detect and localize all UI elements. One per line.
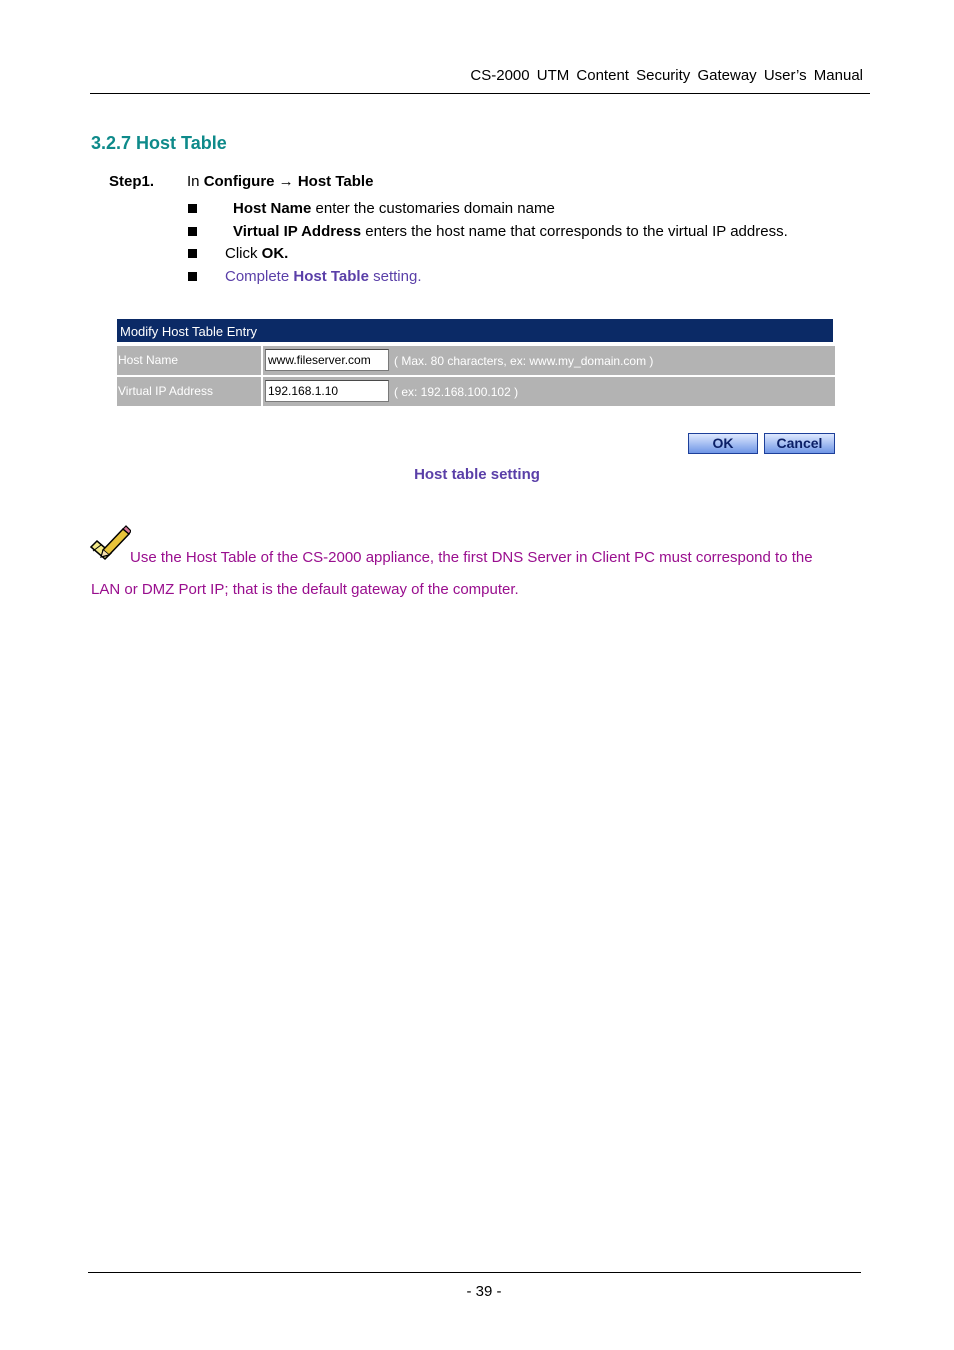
cancel-button[interactable]: Cancel	[764, 433, 835, 454]
bullet-icon	[188, 227, 197, 236]
manual-header: CS-2000 UTM Content Security Gateway User’s Manual	[470, 67, 863, 84]
note-text-line2: LAN or DMZ Port IP; that is the default gateway of the computer.	[91, 581, 519, 598]
step-instruction: In Configure → Host Table	[187, 173, 374, 190]
header-rule	[90, 93, 870, 94]
host-name-label: Host Name	[117, 346, 261, 375]
host-name-input[interactable]	[265, 349, 389, 371]
bullet-virtual-ip: Virtual IP Address enters the host name that corresponds to the virtual IP address.	[233, 223, 788, 240]
step-label: Step1.	[109, 173, 155, 190]
virtual-ip-cell	[263, 377, 835, 406]
footer-rule	[88, 1272, 861, 1273]
bullet-click-ok: Click OK.	[225, 245, 289, 262]
host-name-row	[117, 346, 835, 375]
host-name-hint: ( Max. 80 characters, ex: www.my_domain.com )	[394, 354, 654, 368]
virtual-ip-hint: ( ex: 192.168.100.102 )	[394, 385, 519, 399]
virtual-ip-label: Virtual IP Address	[117, 377, 261, 406]
section-title: 3.2.7 Host Table	[91, 133, 227, 153]
bullet-host-name: Host Name enter the customaries domain name	[233, 200, 555, 217]
ok-button[interactable]: OK	[688, 433, 758, 454]
note-text-line1: Use the Host Table of the CS-2000 appliance, the first DNS Server in Client PC must correspond to the	[130, 549, 813, 566]
form-title: Modify Host Table Entry	[117, 319, 833, 342]
bullet-icon	[188, 249, 197, 258]
menu-path: Configure → Host Table	[203, 173, 374, 190]
bullet-complete: Complete Host Table setting.	[225, 268, 422, 285]
note-pencil-icon	[89, 523, 131, 568]
host-name-cell	[263, 346, 835, 375]
bullet-icon	[188, 204, 197, 213]
page-number: - 39 -	[466, 1283, 502, 1300]
bullet-icon	[188, 272, 197, 281]
virtual-ip-row	[117, 377, 835, 406]
figure-caption: Host table setting	[414, 466, 540, 483]
virtual-ip-input[interactable]	[265, 380, 389, 402]
